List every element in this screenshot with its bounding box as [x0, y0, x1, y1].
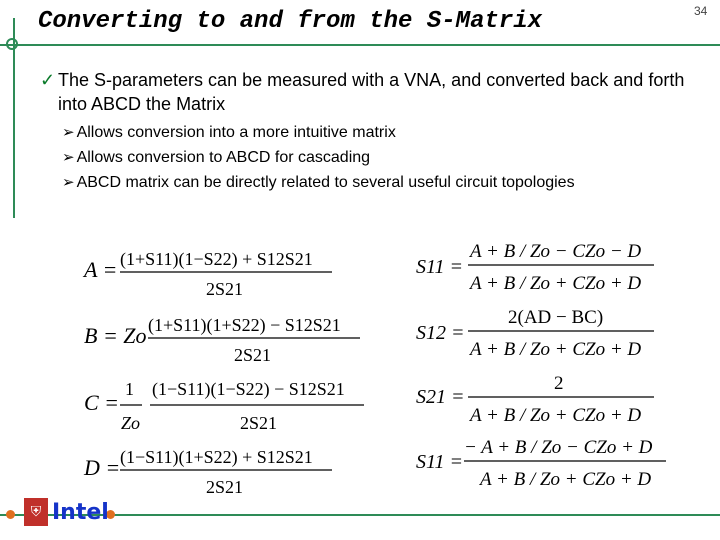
- equation-d-numerator: (1−S11)(1+S22) + S12S21: [120, 447, 313, 467]
- crosshair-icon: [6, 38, 18, 50]
- sub-bullet-text: ABCD matrix can be directly related to several useful circuit topologies: [76, 174, 575, 191]
- equation-s22: [416, 437, 666, 490]
- equation-s22-numerator: − A + B / Zo − CZo + D: [464, 437, 653, 458]
- arrow-bullet-icon: ➢: [62, 174, 75, 191]
- equation-c-denominator: 2S21: [240, 413, 278, 433]
- equation-b-numerator: (1+S11)(1+S22) − S12S21: [148, 315, 341, 335]
- equation-d: [83, 447, 332, 497]
- main-bullet-text: The S-parameters can be measured with a VNA, and converted back and forth into ABCD the Matrix: [58, 70, 685, 114]
- equation-s11-numerator: A + B / Zo − CZo − D: [470, 241, 642, 262]
- checkmark-icon: ✓: [40, 70, 56, 90]
- equation-s11-denominator: A + B / Zo + CZo + D: [470, 273, 642, 294]
- equation-b-lhs: B = Zo: [84, 323, 147, 348]
- sub-bullet-text: Allows conversion into a more intuitive matrix: [76, 124, 396, 141]
- equation-c-numerator: (1−S11)(1−S22) − S12S21: [152, 379, 345, 399]
- equation-s12-lhs: S12 =: [416, 322, 465, 344]
- equation-s21-denominator: A + B / Zo + CZo + D: [470, 405, 642, 426]
- equation-c-lhs: C =: [84, 390, 120, 415]
- equation-c-prefactor-numerator: 1: [125, 379, 134, 399]
- intel-logo: Intel: [52, 500, 109, 525]
- equation-c-prefactor-denominator: Zo: [121, 413, 141, 433]
- equation-s12: [416, 307, 654, 360]
- equation-s12-denominator: A + B / Zo + CZo + D: [470, 339, 642, 360]
- equation-s22-denominator: A + B / Zo + CZo + D: [480, 469, 652, 490]
- equation-b-denominator: 2S21: [234, 345, 272, 365]
- university-logo-icon: ⛨: [24, 498, 48, 526]
- sub-bullet: [62, 173, 575, 192]
- sub-bullet: [62, 123, 396, 142]
- equations: [0, 225, 720, 510]
- equation-d-denominator: 2S21: [206, 477, 244, 497]
- equation-a-numerator: (1+S11)(1−S22) + S12S21: [120, 249, 313, 269]
- arrow-bullet-icon: ➢: [62, 149, 75, 166]
- main-bullet: [40, 68, 700, 116]
- equation-a: [82, 249, 332, 299]
- equation-s11: [416, 241, 654, 294]
- equation-a-lhs: A =: [84, 257, 118, 282]
- equation-d-lhs: D =: [84, 455, 121, 480]
- footer-dot: [6, 510, 15, 519]
- sub-bullet-text: Allows conversion to ABCD for cascading: [76, 149, 371, 166]
- equation-a-denominator: 2S21: [206, 279, 244, 299]
- equation-s21-numerator: 2: [554, 373, 564, 394]
- equation-s21: [416, 373, 654, 426]
- equation-c: [84, 379, 364, 433]
- equation-s11-lhs: S11 =: [416, 256, 464, 278]
- equation-s12-numerator: 2(AD − BC): [508, 307, 604, 328]
- equation-s21-lhs: S21 =: [416, 386, 465, 408]
- equation-b: [84, 315, 360, 365]
- slide-number: 34: [694, 4, 708, 18]
- sub-bullet: [62, 148, 370, 167]
- slide-title: Converting to and from the S-Matrix: [38, 8, 543, 35]
- arrow-bullet-icon: ➢: [62, 124, 75, 141]
- header-rule: [0, 44, 720, 46]
- equation-s22-lhs: S11 =: [416, 451, 464, 473]
